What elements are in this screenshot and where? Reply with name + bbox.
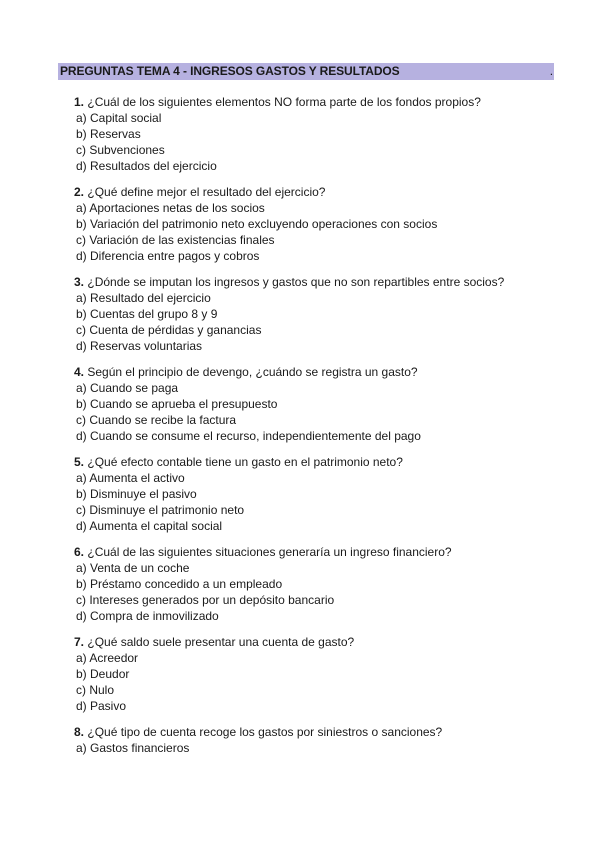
answer-option: a) Aportaciones netas de los socios — [76, 201, 265, 215]
question-heading — [74, 184, 574, 200]
question-number: 8. — [74, 725, 85, 739]
document-title: PREGUNTAS TEMA 4 - INGRESOS GASTOS Y RESULTADOS — [60, 64, 400, 78]
answer-option: a) Gastos financieros — [76, 741, 190, 755]
question-block — [74, 454, 574, 534]
answer-option: c) Nulo — [76, 683, 115, 697]
document-title-bar — [58, 63, 554, 80]
answer-option: c) Disminuye el patrimonio neto — [76, 503, 245, 517]
answer-option: c) Cuando se recibe la factura — [76, 413, 237, 427]
question-block — [74, 364, 574, 444]
question-heading — [74, 94, 574, 110]
question-block — [74, 544, 574, 624]
question-text: ¿Cuál de los siguientes elementos NO forma parte de los fondos propios? — [87, 95, 481, 109]
answer-option: d) Aumenta el capital social — [76, 519, 223, 533]
question-heading — [74, 634, 574, 650]
question-block — [74, 724, 574, 756]
answer-option: b) Cuando se aprueba el presupuesto — [76, 397, 278, 411]
answer-option: b) Variación del patrimonio neto excluyendo operaciones con socios — [76, 217, 438, 231]
answer-option: d) Pasivo — [76, 699, 127, 713]
answer-option: c) Intereses generados por un depósito bancario — [76, 593, 335, 607]
answer-option: c) Subvenciones — [76, 143, 165, 157]
question-number: 5. — [74, 455, 85, 469]
answer-option: b) Deudor — [76, 667, 130, 681]
answer-option: c) Cuenta de pérdidas y ganancias — [76, 323, 262, 337]
question-text: ¿Qué define mejor el resultado del ejercicio? — [87, 185, 326, 199]
answer-option: c) Variación de las existencias finales — [76, 233, 275, 247]
question-block — [74, 94, 574, 174]
answer-option: d) Cuando se consume el recurso, independientemente del pago — [76, 429, 421, 443]
question-text: ¿Qué efecto contable tiene un gasto en el patrimonio neto? — [87, 455, 403, 469]
answer-option: d) Resultados del ejercicio — [76, 159, 217, 173]
question-block — [74, 184, 574, 264]
question-text: ¿Qué saldo suele presentar una cuenta de gasto? — [87, 635, 355, 649]
question-heading — [74, 724, 574, 740]
answer-option: a) Acreedor — [76, 651, 139, 665]
question-list — [74, 94, 574, 766]
question-number: 2. — [74, 185, 85, 199]
question-number: 1. — [74, 95, 85, 109]
question-number: 4. — [74, 365, 85, 379]
question-text: ¿Dónde se imputan los ingresos y gastos que no son repartibles entre socios? — [87, 275, 505, 289]
answer-option: d) Reservas voluntarias — [76, 339, 203, 353]
answer-option: d) Diferencia entre pagos y cobros — [76, 249, 260, 263]
question-block — [74, 634, 574, 714]
question-block — [74, 274, 574, 354]
question-text: ¿Qué tipo de cuenta recoge los gastos por siniestros o sanciones? — [87, 725, 443, 739]
question-heading — [74, 364, 574, 380]
title-trailing-mark: . — [549, 64, 553, 78]
answer-option: a) Cuando se paga — [76, 381, 179, 395]
question-number: 3. — [74, 275, 85, 289]
question-text: ¿Cuál de las siguientes situaciones generaría un ingreso financiero? — [87, 545, 452, 559]
question-number: 7. — [74, 635, 85, 649]
answer-option: b) Disminuye el pasivo — [76, 487, 197, 501]
answer-option: a) Capital social — [76, 111, 162, 125]
question-heading — [74, 544, 574, 560]
answer-option: b) Préstamo concedido a un empleado — [76, 577, 283, 591]
question-text: Según el principio de devengo, ¿cuándo se registra un gasto? — [87, 365, 418, 379]
answer-option: a) Aumenta el activo — [76, 471, 185, 485]
question-heading — [74, 274, 574, 290]
question-heading — [74, 454, 574, 470]
answer-option: a) Resultado del ejercicio — [76, 291, 211, 305]
question-number: 6. — [74, 545, 85, 559]
answer-option: b) Cuentas del grupo 8 y 9 — [76, 307, 218, 321]
answer-option: b) Reservas — [76, 127, 141, 141]
answer-option: a) Venta de un coche — [76, 561, 190, 575]
answer-option: d) Compra de inmovilizado — [76, 609, 219, 623]
